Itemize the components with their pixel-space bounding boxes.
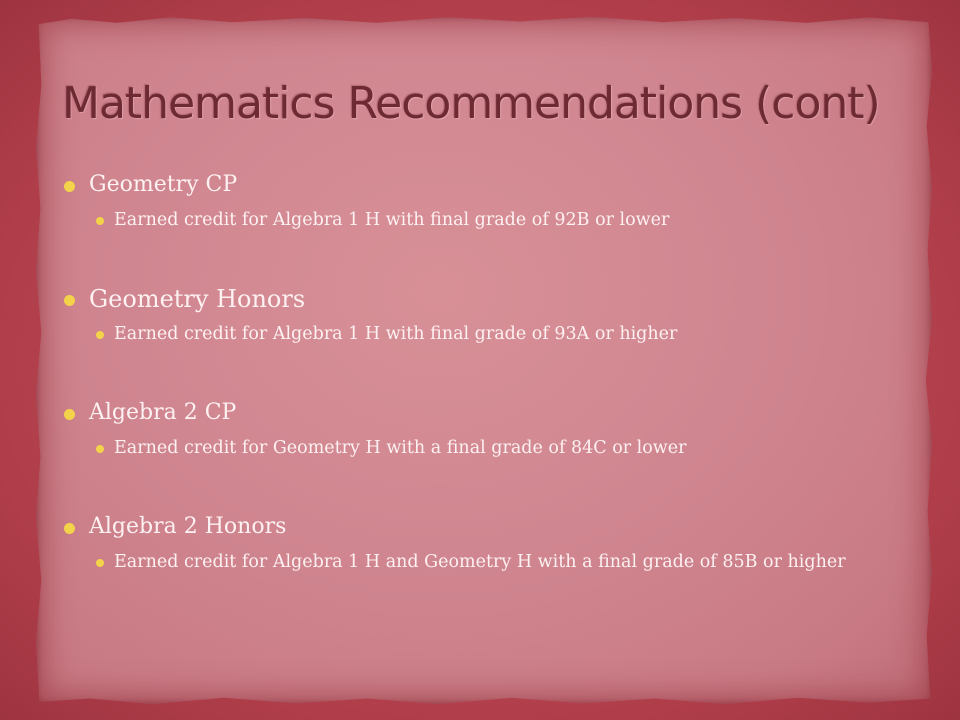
bullet-icon	[64, 409, 75, 420]
requirement-text: Earned credit for Algebra 1 H and Geometry H with a final grade of 85B or higher	[114, 552, 846, 572]
bullet-icon	[96, 559, 104, 567]
course-heading	[64, 168, 884, 202]
list-item	[64, 396, 884, 462]
requirement-text: Earned credit for Algebra 1 H with final grade of 92B or lower	[114, 210, 670, 230]
bullet-icon	[64, 523, 75, 534]
course-requirement	[64, 548, 884, 576]
course-requirement	[64, 320, 884, 348]
course-name: Geometry CP	[89, 172, 238, 197]
course-requirement	[64, 206, 884, 234]
bullet-icon	[64, 295, 75, 306]
list-item	[64, 168, 884, 234]
requirement-text: Earned credit for Geometry H with a final grade of 84C or lower	[114, 438, 687, 458]
bullet-icon	[96, 331, 104, 339]
bullet-icon	[96, 445, 104, 453]
course-heading	[64, 282, 884, 316]
bullet-icon	[64, 181, 75, 192]
course-requirement	[64, 434, 884, 462]
bullet-icon	[96, 217, 104, 225]
course-name: Geometry Honors	[89, 285, 306, 313]
course-name: Algebra 2 Honors	[89, 514, 287, 539]
requirement-text: Earned credit for Algebra 1 H with final grade of 93A or higher	[114, 324, 678, 344]
course-heading	[64, 510, 884, 544]
course-heading	[64, 396, 884, 430]
list-item	[64, 282, 884, 348]
course-name: Algebra 2 CP	[89, 400, 237, 425]
bullet-list	[64, 168, 884, 576]
list-item	[64, 510, 884, 576]
slide-title: Mathematics Recommendations (cont)	[62, 78, 880, 129]
